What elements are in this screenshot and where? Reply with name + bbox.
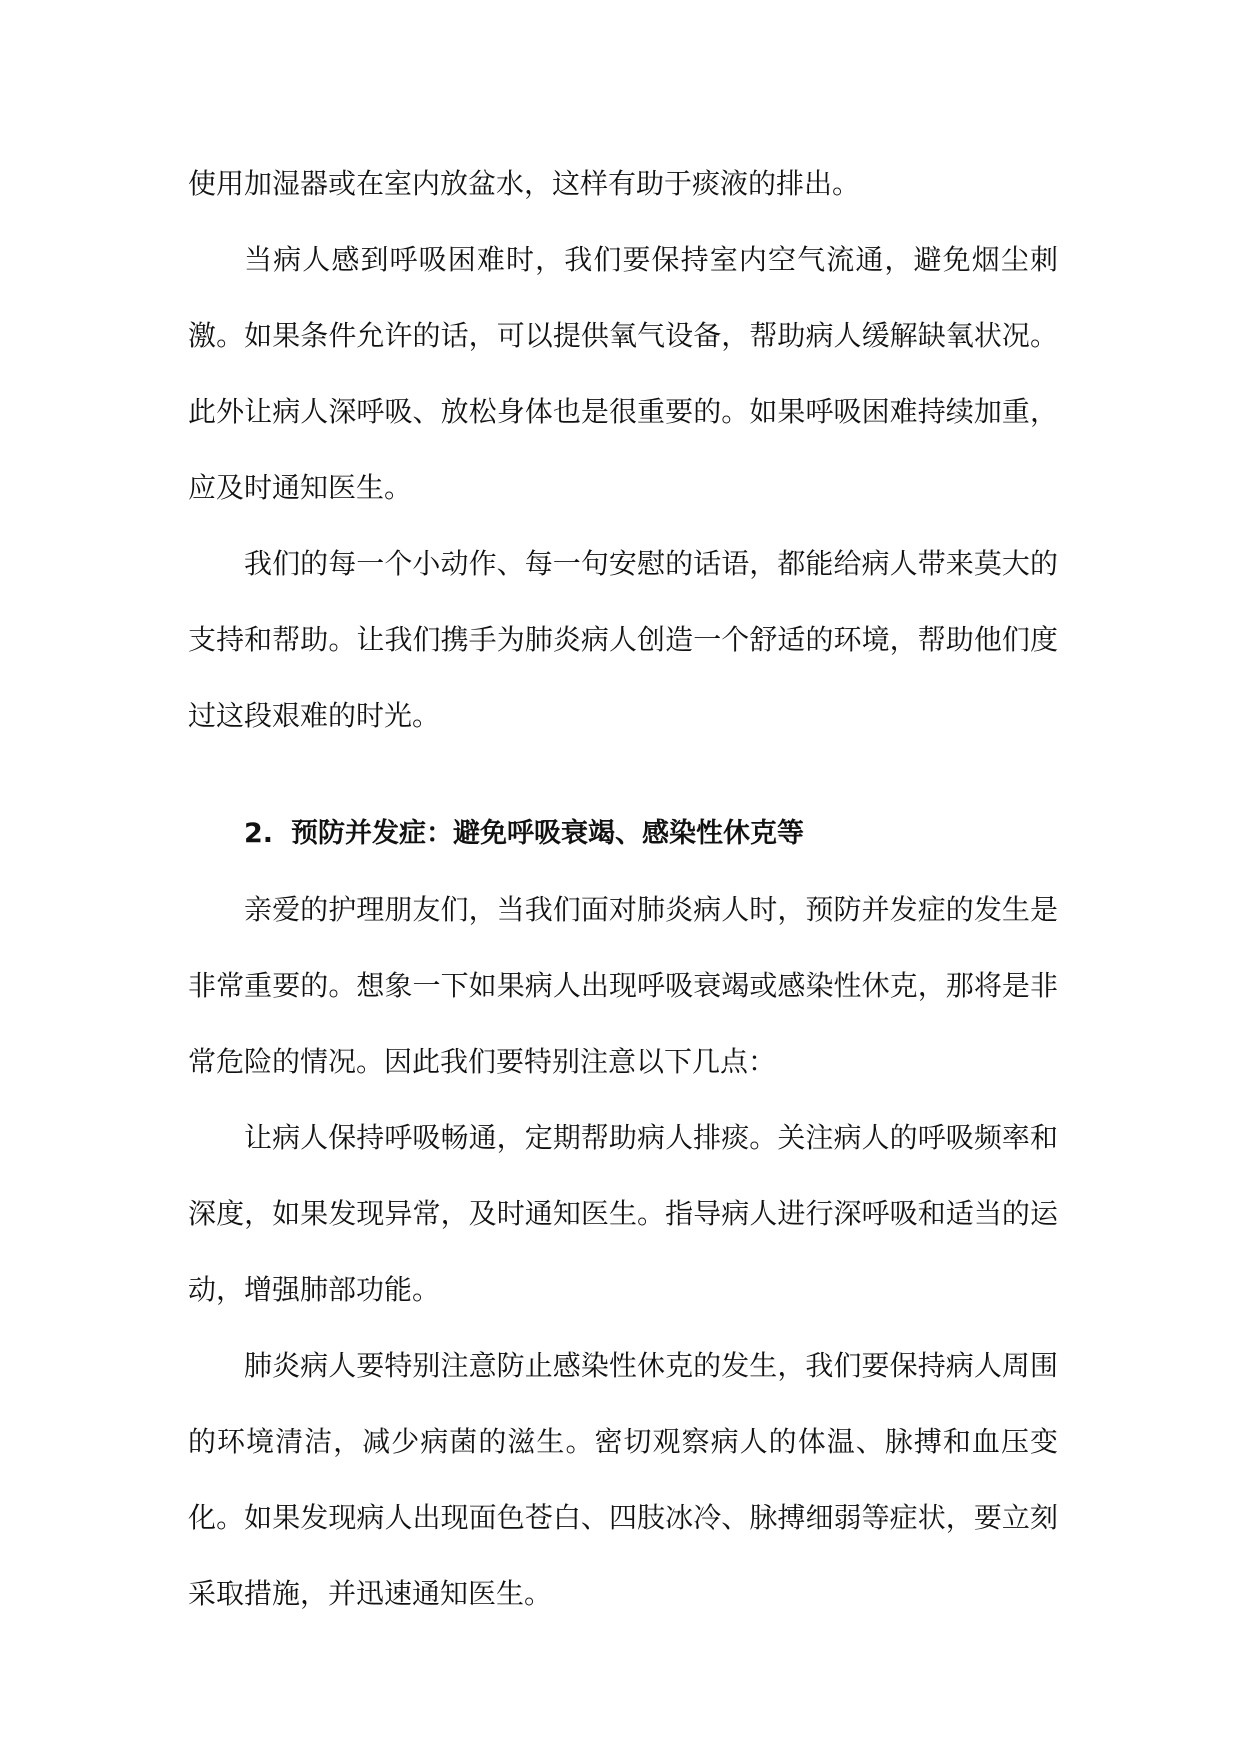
paragraph-shock-prevention: 肺炎病人要特别注意防止感染性休克的发生，我们要保持病人周围的环境清洁，减少病菌的滋生。密切观察病人的体温、脉搏和血压变化。如果发现病人出现面色苍白、四肢冰冷、脉搏细弱等症状，要立刻采取措施，并迅速通知医生。 (188, 1349, 1058, 1610)
paragraph-breathing-difficulty: 当病人感到呼吸困难时，我们要保持室内空气流通，避免烟尘刺激。如果条件允许的话，可以提供氧气设备，帮助病人缓解缺氧状况。此外让病人深呼吸、放松身体也是很重要的。如果呼吸困难持续加重，应及时通知医生。 (188, 243, 1058, 504)
paragraph-complication-intro: 亲爱的护理朋友们，当我们面对肺炎病人时，预防并发症的发生是非常重要的。想象一下如果病人出现呼吸衰竭或感染性休克，那将是非常危险的情况。因此我们要特别注意以下几点： (188, 893, 1058, 1078)
paragraph-respiratory-care: 让病人保持呼吸畅通，定期帮助病人排痰。关注病人的呼吸频率和深度，如果发现异常，及时通知医生。指导病人进行深呼吸和适当的运动，增强肺部功能。 (188, 1121, 1058, 1306)
section-heading (188, 796, 1058, 872)
document-body (188, 146, 1058, 1632)
paragraph-continuation: 使用加湿器或在室内放盆水，这样有助于痰液的排出。 (188, 167, 861, 200)
paragraph-support: 我们的每一个小动作、每一句安慰的话语，都能给病人带来莫大的支持和帮助。让我们携手为肺炎病人创造一个舒适的环境，帮助他们度过这段艰难的时光。 (188, 547, 1058, 732)
section-number: 2. (244, 818, 274, 849)
section-title: 预防并发症：避免呼吸衰竭、感染性休克等 (291, 818, 805, 849)
